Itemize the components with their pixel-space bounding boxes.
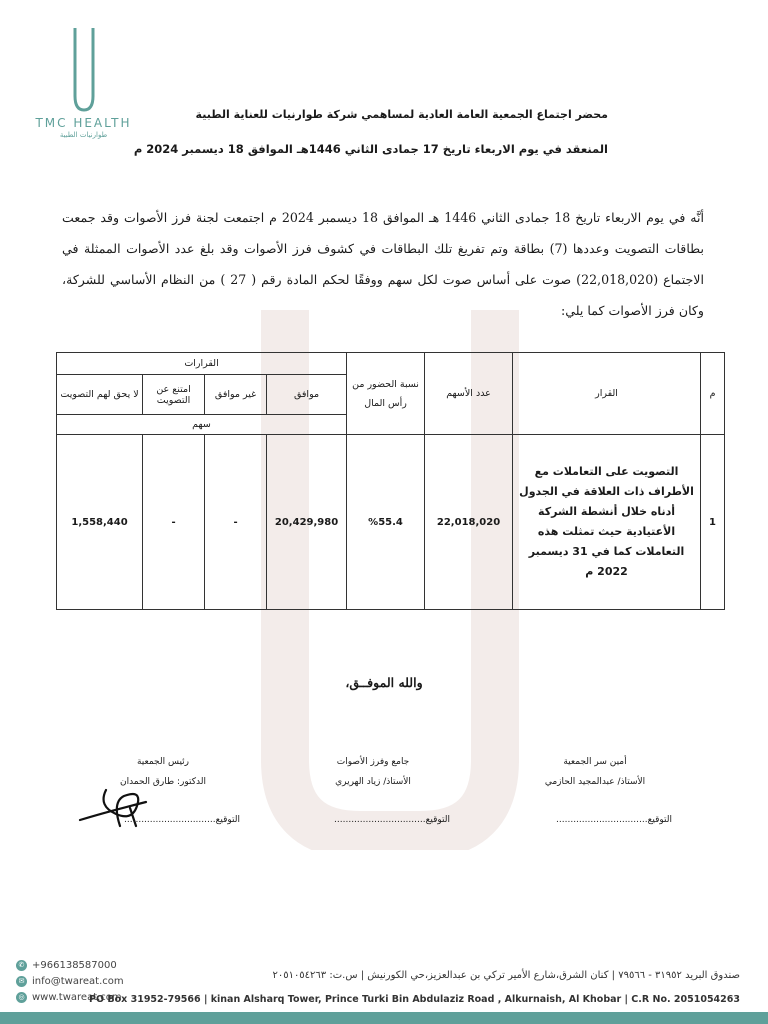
row-attendance: %55.4	[347, 435, 425, 610]
row-no: 1	[701, 435, 725, 610]
signature-name: الأستاذ/ عبدالمجيد الحازمي	[544, 777, 646, 787]
footer-address	[89, 964, 740, 1012]
header-shares: عدد الأسهم	[425, 353, 513, 435]
signature-vote-counter	[288, 752, 458, 830]
signature-role: أمين سر الجمعية	[563, 757, 627, 767]
signature-line: التوقيع................................	[124, 815, 240, 825]
votes-table	[56, 352, 725, 610]
document-title: محضر اجتماع الجمعية العامة العادية لمساهمي شركة طوارنيات للعناية الطبية	[195, 108, 608, 121]
closing-text: والله الموفــق،	[345, 675, 423, 690]
email-icon: ✉	[16, 976, 27, 987]
web-icon: ◎	[16, 992, 27, 1003]
header-reject: غير موافق	[205, 375, 267, 415]
footer-web: ◎ www.twareat.com	[16, 990, 124, 1006]
header-decisions: القرارات	[57, 353, 347, 375]
row-not-eligible: 1,558,440	[57, 435, 143, 610]
logo-mark-icon	[69, 26, 99, 114]
footer-address-ar: صندوق البريد ٣١٩٥٢ - ٧٩٥٦٦ | كنان الشرق،شارع الأمير تركي بن عبدالعزيز،حي الكورنيش | س.ت: ٢٠٥١٠٥٤٢٦٣	[272, 970, 740, 981]
header-no: م	[701, 353, 725, 435]
footer-address-en: PO Box 31952-79566 | kinan Alsharq Tower, Prince Turki Bin Abdulaziz Road , Alkurnaish, Al Khobar | C.R No. 2051054263	[89, 994, 740, 1005]
header-approve: موافق	[267, 375, 347, 415]
footer-email: ✉ info@twareat.com	[16, 974, 124, 990]
signature-role: جامع وفرز الأصوات	[336, 757, 410, 767]
table-header-row	[57, 353, 725, 375]
header-attendance: نسبة الحضور من رأس المال	[347, 353, 425, 435]
phone-icon: ✆	[16, 960, 27, 971]
row-reject: -	[205, 435, 267, 610]
intro-paragraph: أنَّه في يوم الاربعاء تاريخ 18 جمادى الثاني 1446 هـ الموافق 18 ديسمبر 2024 م اجتمعت لجنة فرز الأصوات وقد جمعت بطاقات التصويت وعددها (7) بطاقة وتم تفريغ تلك البطاقات في كشوف فرز الأصوات وقد بلغ عدد الأصوات الممثلة في الاجتماع (22,018,020) صوت على أساس صوت لكل سهم ووفقًا لحكم المادة رقم ( 27 ) من النظام الأساسي للشركة، وكان فرز الأصوات كما يلي:	[62, 210, 704, 318]
company-logo	[16, 26, 151, 139]
logo-subtitle: طوارنيات الطبية	[59, 131, 108, 139]
row-resolution: التصويت على التعاملات مع الأطراف ذات العلاقة في الجدول أدناه خلال أنشطة الشركة الأعتيادية حيث تمثلت هذه التعاملات كما في 31 ديسمبر 2022 م	[513, 435, 701, 610]
header-abstain: امتنع عن التصويت	[143, 375, 205, 415]
footer-phone: ✆ +966138587000	[16, 958, 124, 974]
header-unit: سهم	[57, 415, 347, 435]
header-resolution: القرار	[513, 353, 701, 435]
table-row	[57, 435, 725, 610]
logo-name: TMC HEALTH	[35, 116, 132, 130]
signature-secretary	[510, 752, 680, 830]
row-abstain: -	[143, 435, 205, 610]
signature-name: الأستاذ/ زياد الهريري	[335, 777, 411, 787]
signature-role: رئيس الجمعية	[136, 757, 190, 767]
signature-name: الدكتور: طارق الحمدان	[119, 777, 207, 787]
document-subtitle: المنعقد في يوم الاربعاء تاريخ 17 جمادى الثاني 1446هـ الموافق 18 ديسمبر 2024 م	[133, 142, 608, 156]
signature-line: التوقيع................................	[334, 815, 450, 825]
row-shares: 22,018,020	[425, 435, 513, 610]
row-approve: 20,429,980	[267, 435, 347, 610]
footer-accent-bar	[0, 1012, 768, 1024]
header-not-eligible: لا يحق لهم التصويت	[57, 375, 143, 415]
signature-line: التوقيع................................	[556, 815, 672, 825]
handwritten-signature	[76, 786, 156, 830]
